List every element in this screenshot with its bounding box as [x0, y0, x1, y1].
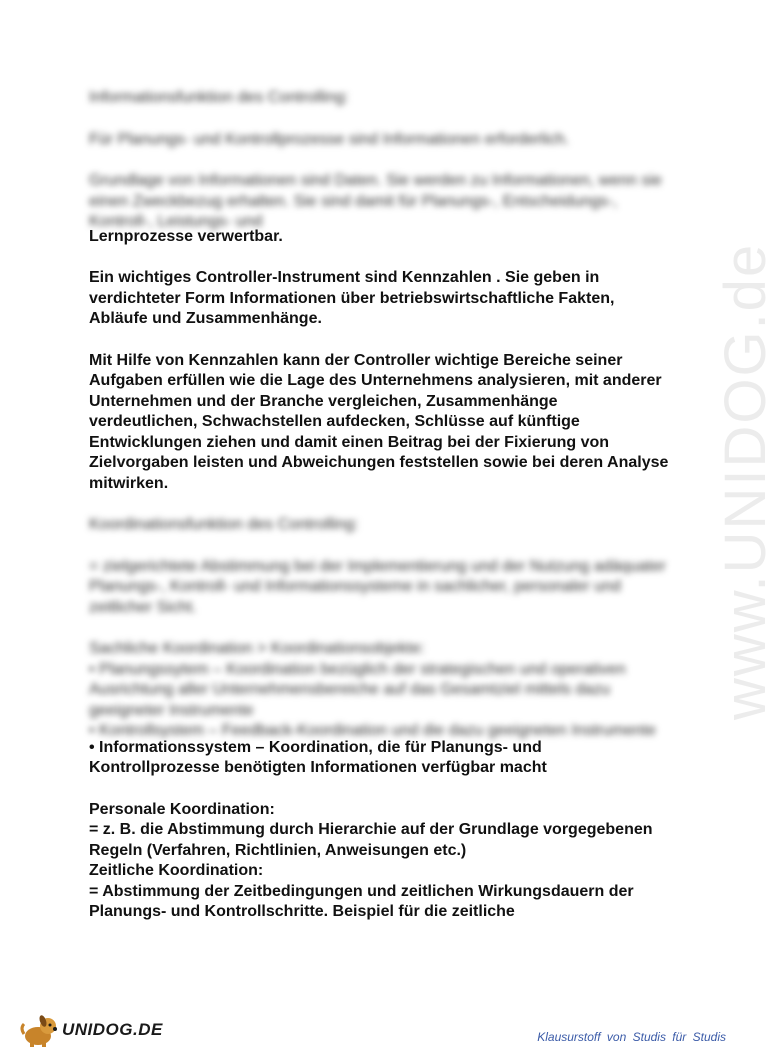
paragraph-lernprozesse: Lernprozesse verwertbar.	[89, 227, 283, 245]
blurred-paragraph-planung: Für Planungs- und Kontrollprozesse sind Informationen erforderlich.	[89, 130, 570, 148]
bullet-informationssystem: • Informationssystem – Koordination, die für Planungs- und Kontrollprozesse benötigten Informationen verfügbar macht	[89, 738, 547, 776]
dog-icon	[18, 1012, 60, 1048]
heading-personale-koordination: Personale Koordination:	[89, 800, 275, 818]
blurred-paragraph-grundlage: Grundlage von Informationen sind Daten. Sie werden zu Informationen, wenn sie einen Zweckbezug erhalten. Sie sind damit für Planungs-, Entscheidungs-, Kontroll-, Leistungs- und	[89, 172, 662, 230]
watermark: www.UNIDOG.de	[713, 242, 778, 720]
blurred-heading-koordinationsfunktion: Koordinationsfunktion des Controlling:	[89, 516, 359, 533]
unidog-logo[interactable]	[18, 1012, 163, 1048]
blurred-bullet-planungssystem: • Planungssytem – Koordination bezüglich der strategischen und operativen Ausrichtung aller Unternehmensbereiche auf das Gesamtziel mittels dazu geeigneter Instrumente	[89, 660, 626, 719]
paragraph-zeitliche-koordination: = Abstimmung der Zeitbedingungen und zeitlichen Wirkungsdauern der Planungs- und Kontrollschritte. Beispiel für die zeitliche	[89, 882, 634, 920]
paragraph-mit-hilfe: Mit Hilfe von Kennzahlen kann der Controller wichtige Bereiche seiner Aufgaben erfüllen wie die Lage des Unternehmens analysieren, mit anderer Unternehmen und der Branche vergleichen, Zusammenhänge verdeutlichen, Schwachstellen aufdecken, Schlüsse auf künftige Entwicklungen ziehen und damit einen Beitrag bei der Fixierung von Zielvorgaben leisten und Abweichungen feststellen sowie bei deren Analyse mitwirken.	[89, 351, 669, 492]
heading-zeitliche-koordination: Zeitliche Koordination:	[89, 862, 264, 879]
logo-text: UNIDOG.DE	[62, 1020, 163, 1039]
blurred-heading-sachliche: Sachliche Koordination > Koordinationsobjekte:	[89, 640, 425, 657]
paragraph-personale-koordination: = z. B. die Abstimmung durch Hierarchie auf der Grundlage vorgegebenen Regeln (Verfahren, Richtlinien, Anweisungen etc.)	[89, 821, 653, 859]
paragraph-kennzahlen: Ein wichtiges Controller-Instrument sind Kennzahlen . Sie geben in verdichteter Form Informationen über betriebswirtschaftliche Fakten, Abläufe und Zusammenhänge.	[89, 269, 615, 327]
document-body	[89, 88, 669, 923]
blurred-paragraph-abstimmung: = zielgerichtete Abstimmung bei der Implementierung und der Nutzung adäquater Planungs-, Kontroll- und Informationssysteme in sachlicher, personaler und zeitlicher Sicht.	[89, 557, 666, 616]
blurred-heading-informationsfunktion: Informationsfunktion des Controlling:	[89, 89, 349, 106]
blurred-bullet-kontrollsystem: • Kontrollsystem – Feedback-Koordination und die dazu geeigneten Instrumente	[89, 722, 656, 739]
footer-tagline: Klausurstoff von Studis für Studis	[537, 1030, 726, 1044]
